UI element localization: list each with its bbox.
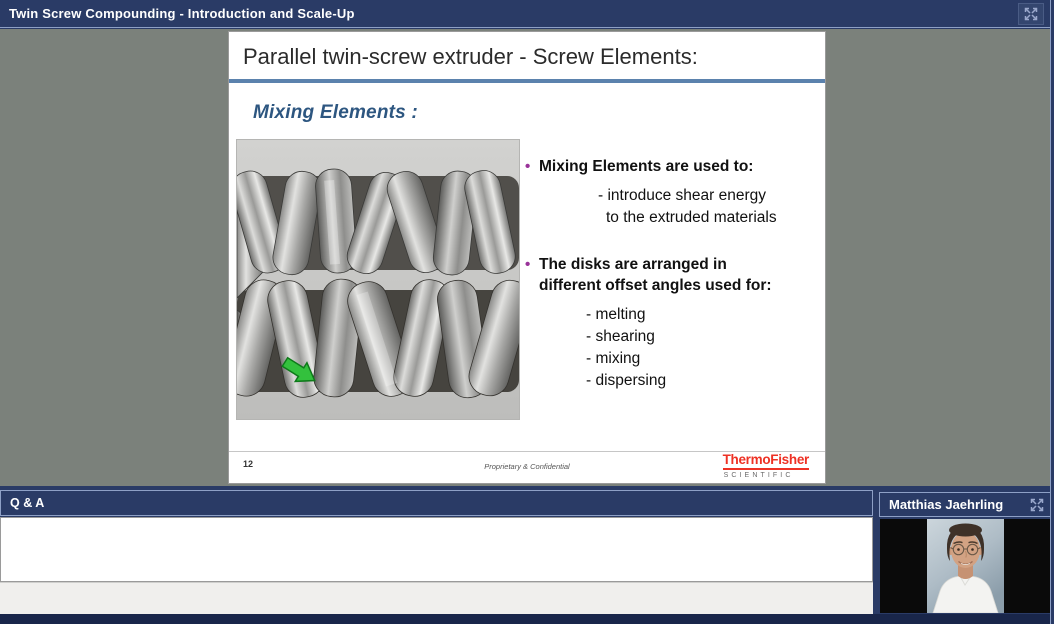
bullet-heading-line1: The disks are arranged in: [539, 256, 727, 273]
confidential-note: Proprietary & Confidential: [484, 462, 570, 471]
qa-message-list: [0, 517, 873, 582]
thermofisher-logo: [723, 453, 809, 479]
slide-stage: [0, 29, 1050, 486]
section-heading: Mixing Elements :: [253, 102, 418, 123]
video-panel-header: [879, 492, 1052, 517]
bullet-subline: - shearing: [586, 328, 655, 345]
qa-panel: [0, 490, 873, 614]
bullet-group-1: [523, 156, 823, 229]
qa-compose-area[interactable]: [0, 582, 873, 614]
bullet-group-2: [523, 254, 823, 392]
presenter-portrait: [927, 519, 1004, 613]
bullet-subline: - introduce shear energy: [598, 187, 767, 204]
qa-panel-header: [0, 490, 873, 516]
presentation-title: Twin Screw Compounding - Introduction and Scale-Up: [9, 6, 355, 21]
bullet-subline: - melting: [586, 306, 646, 323]
slide: [228, 31, 826, 484]
presenter-name: Matthias Jaehrling: [889, 497, 1004, 512]
video-panel: [877, 490, 1054, 617]
window-right-edge: [1050, 0, 1054, 624]
thermofisher-logo-scientific: SCIENTIFIC: [723, 472, 794, 479]
slide-title: Parallel twin-screw extruder - Screw Elements:: [243, 44, 698, 69]
expand-arrows-icon[interactable]: [1018, 3, 1044, 25]
bottom-status-strip: [0, 614, 1054, 624]
title-divider: [229, 79, 825, 83]
presentation-titlebar: [0, 0, 1054, 28]
bullet-subline: - dispersing: [586, 372, 667, 389]
bullet-subline: to the extruded materials: [606, 209, 777, 226]
screw-elements-photo: [236, 139, 520, 420]
bullet-subline: - mixing: [586, 350, 641, 367]
bullet-heading: Mixing Elements are used to:: [539, 158, 754, 175]
expand-arrows-icon[interactable]: [1029, 498, 1045, 517]
slide-page-number: 12: [243, 459, 254, 469]
bullet-dot: •: [525, 158, 531, 175]
qa-panel-title: Q & A: [10, 496, 45, 510]
bullet-heading-line2: different offset angles used for:: [539, 277, 772, 294]
thermofisher-logo-wordmark: ThermoFisher: [723, 453, 809, 470]
webcam-video-area: [880, 519, 1051, 613]
bullet-list: [523, 156, 823, 392]
bullet-dot: •: [525, 256, 531, 273]
